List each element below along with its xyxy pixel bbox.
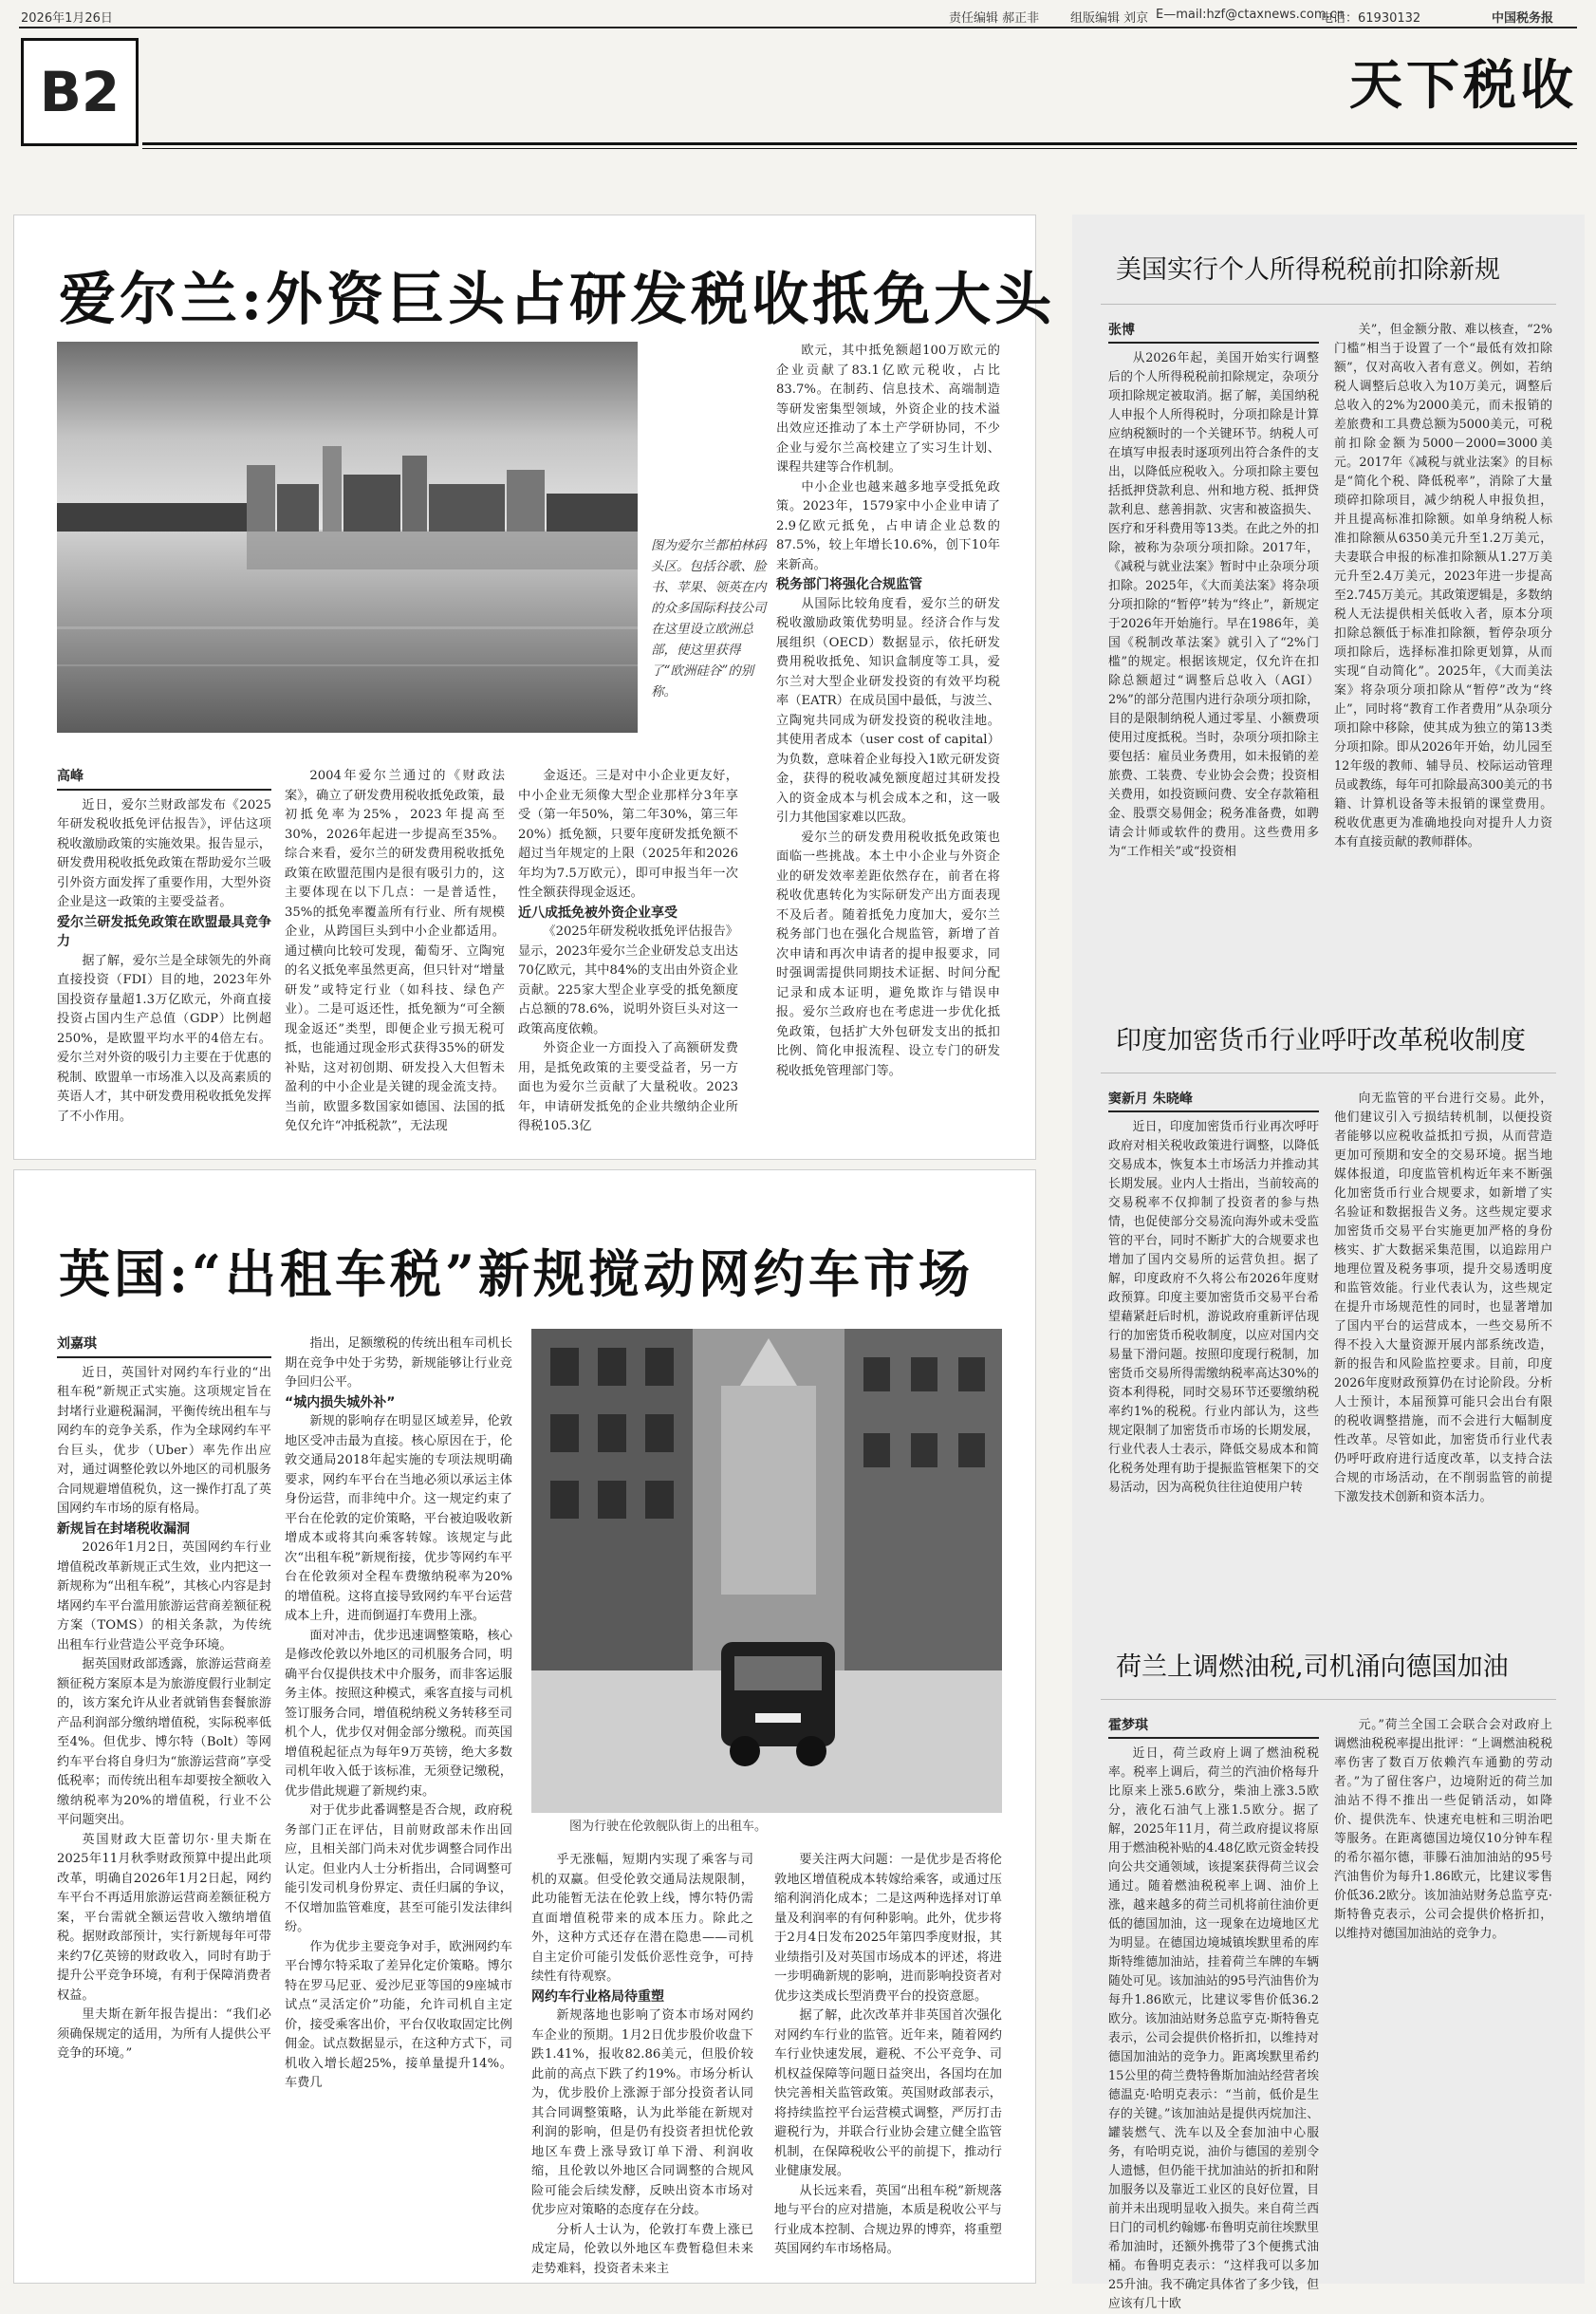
uk-subhead-2: “城内损失城外补” — [285, 1394, 396, 1410]
india-byline: 窦新月 朱晓峰 — [1108, 1090, 1319, 1112]
uk-para-16: 从长远来看，英国“出租车税”新规落地与平台的应对措施，本质是税收公平与行业成本控制、合规边界的博弈，将重塑英国网约车市场格局。 — [774, 2183, 1002, 2256]
layout-editor-credit: 组版编辑 刘京 — [1070, 11, 1149, 26]
ireland-para-6: 外资企业一方面投入了高额研发费用，是抵免政策的主要受益者，另一方面也为爱尔兰贡献了大量税收。2023年，申请研发抵免的企业共缴纳企业所得税105.3亿 — [518, 1041, 738, 1133]
uk-para-2: 2026年1月2日，英国网约车行业增值税改革新规正式生效，业内把这一新规称为“出租车税”，其核心内容是封堵网约车平台滥用旅游运营商差额征税方案（TOMS）的相关条款，为传统出租车行业营造公平竞争环境。 — [57, 1540, 271, 1652]
netherlands-col-1 — [1108, 1716, 1319, 2311]
uk-byline: 刘嘉琪 — [57, 1334, 271, 1358]
uk-headline: 英国:“出租车税”新规搅动网约车市场 — [59, 1243, 974, 1304]
ireland-para-5: 《2025年研发税收抵免评估报告》显示，2023年爱尔兰企业研发总支出达70亿欧元，其中84%的支出由外资企业贡献。225家大型企业享受的抵免额度占总额的78.6%，说明外资巨头对这一政策高度依赖。 — [518, 924, 738, 1036]
contact-email: E—mail:hzf@ctaxnews.com.cn — [1156, 8, 1345, 22]
ireland-para-2: 据了解，爱尔兰是全球领先的外商直接投资（FDI）目的地，2023年外国投资存量超1.3万亿欧元，外商直接投资占国内生产总值（GDP）比例超250%，是欧盟平均水平的4倍左右。爱尔兰对外资的吸引力主要在于优惠的税制、欧盟单一市场准入以及高素质的英语人才，其中研发费用税收抵免发挥了不小作用。 — [57, 953, 271, 1124]
ireland-para-1: 近日，爱尔兰财政部发布《2025年研发税收抵免评估报告》，评估这项税收激励政策的实施效果。报告显示，研发费用税收抵免政策在帮助爱尔兰吸引外资方面发挥了重要作用，大型外资企业是这一政策的主要受益者。 — [57, 797, 271, 909]
uk-para-10: 作为优步主要竞争对手，欧洲网约车平台博尔特采取了差异化定价策略。博尔特在罗马尼亚、爱沙尼亚等国的9座城市试点“灵活定价”功能，允许司机自主定价，接受乘客出价，平台仅收取固定比例佣金。试点数据显示，在这种方式下，司机收入增长超25%，接单量提升14%。车费几 — [285, 1939, 512, 2090]
us-col-2 — [1334, 321, 1552, 1000]
us-para-2: 关”，但金额分散、难以核查，“2%门槛”相当于设置了一个“最低有效扣除额”，仅对高收入者有意义。例如，若纳税人调整后总收入为10万美元，调整后总收入的2%为2000美元，而未报销的差旅费和工具费总额为5000美元，可税前扣除金额为5000－2000=3000美元。2017年《减税与就业法案》的目标是“简化个税、降低税率”，消除了大量琐碎扣除项目，减少纳税人申报负担，并且提高标准扣除额。如单身纳税人标准扣除额从6350美元升至1.2万美元，夫妻联合申报的标准扣除额从1.27万美元升至2.4万美元，2023年进一步提高至2.745万美元。其政策逻辑是，多数纳税人无法提供相关低收入者，原本分项扣除总额低于标准扣除额，暂停杂项分项扣除后，选择标准扣除更划算，从而实现“自动简化”。2025年，《大而美法案》将杂项分项扣除从“暂停”改为“终止”，同时将“教育工作者费用”从杂项分项扣除中移除，使其成为独立的第13类分项扣除。即从2026年开始，幼儿园至12年级的教师、辅导员、校际运动管理员或教练，每年可扣除最高300美元的书籍、计算机设备等未报销的课堂费用。税收优惠更为准确地投向对提升人力资本有直接贡献的教师群体。 — [1334, 323, 1552, 849]
ireland-photo-caption: 图为爱尔兰都柏林码头区。包括谷歌、脸书、苹果、领英在内的众多国际科技公司在这里设立欧洲总部，使这里获得了“欧洲硅谷”的别称。 — [651, 538, 767, 700]
ireland-para-4: 金返还。三是对中小企业更友好，中小企业无须像大型企业那样分3年享受（第一年50%，第二年30%，第三年20%）抵免额，只要年度研发抵免额不超过当年规定的上限（2025年和2026年均为7.5万欧元），即可申报当年一次性全额获得现金返还。 — [518, 769, 738, 900]
uk-para-7: 新规的影响存在明显区域差异，伦敦地区受冲击最为直接。核心原因在于，伦敦交通局2018年起实施的专项法规明确要求，网约车平台在当地必须以承运主体身份运营，而非纯中介。这一规定约束了平台在伦敦的定价策略，平台被迫吸收新增成本或将其向乘客转嫁。该规定与此次“出租车税”新规衔接，优步等网约车平台在伦敦须对全程车费缴纳税率为20%的增值税。这将直接导致网约车平台运营成本上升，进而倒逼打车费用上涨。 — [285, 1414, 512, 1623]
uk-para-9: 对于优步此番调整是否合规，政府税务部门正在评估，目前财政部未作出回应，且相关部门尚未对优步调整合同作出认定。但业内人士分析指出，合同调整可能引发司机身份界定、责任归属的争议，不仅增加监管难度，甚至可能引发法律纠纷。 — [285, 1803, 512, 1934]
ireland-para-10: 爱尔兰的研发费用税收抵免政策也面临一些挑战。本土中小企业与外资企业的研发效率差距依然存在，前者在将税收优惠转化为实际研发产出方面表现不及后者。随着抵免力度加大，爱尔兰税务部门也在强化合规监管，新增了首次申请和再次申请者的提申报要求，同时强调需提供同期技术证据、时间分配记录和成本证明，避免欺诈与错误申报。爱尔兰政府也在考虑进一步优化抵免政策，包括扩大外包研发支出的抵扣比例、简化申报流程、设立专门的研发税收抵免管理部门等。 — [776, 830, 1000, 1078]
uk-para-13: 分析人士认为，伦敦打车费上涨已成定局，伦敦以外地区车费暂稳但未来走势难料，投资者未来主 — [531, 2222, 753, 2276]
ireland-photo — [57, 342, 638, 733]
contact-phone: 电话：61930132 — [1321, 11, 1421, 26]
uk-para-1: 近日，英国针对网约车行业的“出租车税”新规正式实施。这项规定旨在封堵行业避税漏洞，平衡传统出租车与网约车的竞争关系，作为全球网约车平台巨头，优步（Uber）率先作出应对，通过调整伦敦以外地区的司机服务合同规避增值税负，这一操作打乱了英国网约车市场的原有格局。 — [57, 1365, 271, 1516]
section-title: 天下税收 — [1349, 54, 1577, 117]
uk-para-4: 英国财政大臣蕾切尔·里夫斯在2025年11月秋季财政预算中提出此项改革，明确自2026年1月2日起，网约车平台不再适用旅游运营商差额征税方案，平台需就全额运营收入缴纳增值税。据财政部预计，实行新规每年可带来约7亿英镑的财政收入，同时有助于提升公平竞争环境，有利于保障消费者权益。 — [57, 1832, 271, 2003]
ireland-byline: 高峰 — [57, 767, 271, 791]
us-para-1: 从2026年起，美国开始实行调整后的个人所得税税前扣除规定，杂项分项扣除规定被取消。据了解，美国纳税人申报个人所得税时，分项扣除是计算应纳税额时的一个关键环节。纳税人可在填写申报表时逐项列出符合条件的支出，以降低应税收入。分项扣除主要包括抵押贷款利息、州和地方税、抵押贷款利息、慈善捐款、灾害和被盗损失、医疗和牙科费用等13类。在此之外的扣除，被称为杂项分项扣除。2017年，《减税与就业法案》暂时中止杂项分项扣除。2025年，《大而美法案》将杂项分项扣除的“暂停”转为“终止”，新规定于2026年开始施行。早在1986年，美国《税制改革法案》就引入了“2%门槛”的规定。根据该规定，仅允许在扣除总额超过“调整后总收入（AGI）2%”的部分范围内进行杂项分项扣除，目的是限制纳税人通过零星、小额费项使用过度抵税。当时，杂项分项扣除主要包括：雇员业务费用，如未报销的差旅费、工装费、专业协会会费；投资相关费用，如投资顾问费、安全存款箱租金、股票交易佣金；税务准备费，如聘请会计师或软件的费用。这些费用多为“工作相关”或“投资相 — [1108, 351, 1319, 859]
netherlands-headline: 荷兰上调燃油税,司机涌向德国加油 — [1116, 1652, 1509, 1682]
uk-photo-caption: 图为行驶在伦敦舰队街上的出租车。 — [569, 1819, 768, 1834]
ireland-para-8: 中小企业也越来越多地享受抵免政策。2023年，1579家中小企业申请了2.9亿欧元抵免，占申请企业总数的87.5%，较上年增长10.6%，创下10年来新高。 — [776, 479, 1000, 572]
netherlands-col-2 — [1334, 1716, 1552, 2270]
uk-para-8: 面对冲击，优步迅速调整策略，核心是修改伦敦以外地区的司机服务合同，明确平台仅提供技术中介服务，而非客运服务主体。按照这种模式，乘客直接与司机签订服务合同，增值税纳税义务转移至司机个人，优步仅对佣金部分缴税。而英国增值税起征点为每年9万英镑，绝大多数司机年收入低于该标准，无须登记缴税，优步借此规避了新规约束。 — [285, 1628, 512, 1799]
ireland-subhead-1: 爱尔兰研发抵免政策在欧盟最具竞争力 — [57, 914, 271, 949]
us-headline-rule — [1101, 304, 1556, 305]
ireland-headline: 爱尔兰:外资巨头占研发税收抵免大头 — [59, 267, 1056, 333]
uk-para-3: 据英国财政部透露，旅游运营商差额征税方案原本是为旅游度假行业制定的，该方案允许从业者就销售套餐旅游产品利润部分缴纳增值税，实际税率低至4%。但优步、博尔特（Bolt）等网约车平台将自身归为“旅游运营商”享受低税率；而传统出租车却要按全额收入缴纳税率为20%的增值税，行业不公平问题突出。 — [57, 1657, 271, 1827]
uk-subhead-3: 网约车行业格局待重塑 — [531, 1988, 664, 2005]
uk-col-2 — [285, 1334, 512, 2269]
ireland-para-3: 2004年爱尔兰通过的《财政法案》，确立了研发费用税收抵免政策，最初抵免率为25%，2023年提高至30%，2026年起进一步提高至35%。综合来看，爱尔兰的研发费用税收抵免政策在欧盟范围内是很有吸引力的，这主要体现在以下几点：一是普适性，35%的抵免率覆盖所有行业、所有规模企业，从跨国巨头到中小企业都适用。通过横向比较可发现，葡萄牙、立陶宛的名义抵免率虽然更高，但只针对“增量研发”或特定行业（如科技、绿色产业）。二是可返还性，抵免额为“可全额现金返还”类型，即便企业亏损无税可抵，也能通过现金形式获得35%的研发补贴，这对初创期、研发投入大但暂未盈利的中小企业是关键的现金流支持。当前，欧盟多数国家如德国、法国的抵免仅允许“冲抵税款”，无法现 — [285, 769, 505, 1133]
london-street-taxi-image — [531, 1329, 1002, 1813]
uk-para-11: 乎无涨幅，短期内实现了乘客与司机的双赢。但受伦敦交通局法规限制，此功能暂无法在伦敦上线，博尔特仍需直面增值税带来的成本压力。除此之外，这种方式还存在潜在隐患——司机自主定价可能引发低价恶性竞争，可持续性有待观察。 — [531, 1853, 753, 1984]
ireland-subhead-3: 税务部门将强化合规监管 — [776, 577, 922, 592]
netherlands-para-1: 近日，荷兰政府上调了燃油税税率。税率上调后，荷兰的汽油价格每升比原来上涨5.6欧分，柴油上涨3.5欧分，液化石油气上涨1.5欧分。据了解，2025年11月，荷兰政府提议将原用于燃油税补贴的4.48亿欧元资金转投向公共交通领域，该提案获得荷兰议会通过。随着燃油税税率上调、油价上涨，越来越多的荷兰司机将前往油价更低的德国加油，这一现象在边境地区尤为明显。在德国边境城镇埃默里希的库斯特维德加油站，挂着荷兰车牌的车辆随处可见。该加油站的95号汽油售价为每升1.86欧元，比建议零售价低36.2欧分。该加油站财务总监亨克·斯特鲁克表示，公司会提供价格折扣，以维持对德国加油站的竞争力。距离埃默里希约15公里的荷兰费特鲁斯加油站经营者埃德温克·哈明克表示：“当前，低价是生存的关键。”该加油站是提供丙烷加注、罐装燃气、洗车以及全套加油中心服务，有哈明克说，油价与德国的差别令人遗憾，但仍能干扰加油站的折扣和附加服务以及靠近工业区的良好位置，目前并未出现明显收入损失。来自荷兰西日门的司机约翰娜·布鲁明克前往埃默里希加油时，还额外携带了3个便携式油桶。布鲁明克表示：“这样我可以多加25升油。我不确定具体省了多少钱，但应该有几十欧 — [1108, 1746, 1319, 2311]
uk-col-1 — [57, 1334, 271, 2269]
india-headline: 印度加密货币行业呼吁改革税收制度 — [1116, 1026, 1526, 1055]
dublin-docklands-image — [57, 342, 638, 733]
india-para-2: 向无监管的平台进行交易。此外，他们建议引入亏损结转机制，以便投资者能够以应税收益抵扣亏损，从而营造更加可预期和安全的交易环境。据当地媒体报道，印度监管机构近年来不断强化加密货币行业合规要求，如新增了实名验证和数据报告义务。这些规定要求加密货币交易平台实施更加严格的身份核实、扩大数据采集范围，以追踪用户地理位置及税务事项，提升交易透明度和监管效能。行业代表认为，这些规定在提升市场规范性的同时，也显著增加了国内平台的运营成本，一些交易所不得不投入大量资源开展内部系统改造，新的报告和风险监控要求。目前，印度2026年度财政预算仍在讨论阶段。分析人士预计，本届预算可能只会出台有限的税收调整措施，而不会进行大幅制度性改革。尽管如此，加密货币行业代表仍呼吁政府进行适度改革，以支持合法合规的市场活动，在不削弱监管的前提下激发技术创新和资本活力。 — [1334, 1092, 1552, 1504]
ireland-para-7: 欧元，其中抵免额超100万欧元的企业贡献了83.1亿欧元税收，占比83.7%。在制药、信息技术、高端制造等研发密集型领域，外资企业的技术溢出效应还推动了本土产学研协同，不少企业与爱尔兰高校建立了实习生计划、课程共建等合作机制。 — [776, 344, 1000, 475]
uk-para-14: 要关注两大问题：一是优步是否将伦敦地区增值税成本转嫁给乘客，或通过压缩利润消化成本；二是这两种选择对订单量及利润率的有何种影响。此外，优步将于2月4日发布2025年第四季度财报，其业绩指引及对英国市场成本的评述，将进一步明确新规的影响，进而影响投资者对优步这类成长型消费平台的投资意愿。 — [774, 1853, 1002, 2004]
ireland-col-1 — [57, 767, 271, 1147]
india-col-2 — [1334, 1090, 1552, 1621]
uk-col-3 — [531, 1851, 753, 2276]
section-rule-thin — [142, 148, 1577, 149]
india-col-1 — [1108, 1090, 1319, 1621]
ireland-col-4 — [776, 342, 1000, 1148]
issue-date: 2026年1月26日 — [21, 11, 113, 26]
netherlands-para-2: 元。”荷兰全国工会联合会对政府上调燃油税税率提出批评：“上调燃油税税率伤害了数百万依赖汽车通勤的劳动者。”为了留住客户，边境附近的荷兰加油站不得不推出一些促销活动，如降价、提供洗车、快速充电桩和三明治吧等服务。在距离德国边境仅10分钟车程的希尔福尔德，菲滕石油加油站的95号汽油售价为每升1.86欧元，比建议零售价低36.2欧分。该加油站财务总监亨克·斯特鲁克表示，公司会提供价格折扣，以维持对德国加油站的竞争力。 — [1334, 1718, 1552, 1941]
section-rule — [142, 142, 1577, 145]
india-para-1: 近日，印度加密货币行业再次呼吁政府对相关税收政策进行调整，以降低交易成本，恢复本土市场活力并推动其长期发展。业内人士指出，当前较高的交易税率不仅抑制了投资者的参与热情，也促使部分交易流向海外或未受监管的平台，同时不断扩大的合规要求也增加了国内交易所的运营负担。据了解，印度政府不久将公布2026年度财政预算。印度主要加密货币交易平台希望藉紧赶后时机，游说政府重新评估现行的加密货币税收制度，以应对国内交易量下滑问题。按照印度现行税制，加密货币交易所得需缴纳税率高达30%的资本利得税，同时交易环节还要缴纳税率约1%的税税。行业内部认为，这些规定限制了加密货币市场的长期发展，行业代表人士表示，降低交易成本和简化税务处理有助于提振监管框架下的交易活动，因为高税负往往迫使用户转 — [1108, 1120, 1319, 1495]
uk-subhead-1: 新规旨在封堵税收漏洞 — [57, 1521, 190, 1537]
us-byline: 张博 — [1108, 321, 1319, 344]
page-number: B2 — [21, 38, 139, 146]
netherlands-headline-rule — [1101, 1699, 1556, 1700]
uk-photo — [531, 1329, 1002, 1813]
uk-para-6: 指出，足额缴税的传统出租车司机长期在竞争中处于劣势，新规能够让行业竞争回归公平。 — [285, 1336, 512, 1390]
ireland-col-3 — [518, 767, 738, 1147]
uk-para-12: 新规落地也影响了资本市场对网约车企业的预期。1月2日优步股价收盘下跌1.41%，报收82.86美元，但股价较此前的高点下跌了约19%。市场分析认为，优步股价上涨源于部分投资者认同其合同调整策略，认为此举能在新规对利润的影响，但是仍有投资者担忧伦敦地区车费上涨导致订单下滑、利润收缩，且伦敦以外地区合同调整的合规风险可能会后续发酵，反映出资本市场对优步应对策略的态度存在分歧。 — [531, 2008, 753, 2217]
netherlands-byline: 霍梦琪 — [1108, 1716, 1319, 1739]
newspaper-name: 中国税务报 — [1492, 11, 1554, 26]
masthead-rule — [19, 27, 1577, 28]
uk-para-5: 里夫斯在新年报告提出：“我们必须确保规定的适用，为所有人提供公平竞争的环境。” — [57, 2007, 271, 2061]
editor-credit: 责任编辑 郝正非 — [949, 11, 1040, 26]
us-headline: 美国实行个人所得税税前扣除新规 — [1116, 255, 1500, 285]
ireland-subhead-2: 近八成抵免被外资企业享受 — [518, 905, 677, 921]
ireland-col-2 — [285, 767, 505, 1147]
us-col-1 — [1108, 321, 1319, 1000]
uk-col-4 — [774, 1851, 1002, 2268]
uk-para-15: 据了解，此次改革并非英国首次强化对网约车行业的监管。近年来，随着网约车行业快速发展，避税、不公平竞争、司机权益保障等问题日益突出，各国均在加快完善相关监管政策。英国财政部表示，将持续监控平台运营模式调整，严厉打击避税行为，并联合行业协会建立健全监管机制，在保障税收公平的前提下，推动行业健康发展。 — [774, 2008, 1002, 2178]
ireland-para-9: 从国际比较角度看，爱尔兰的研发税收激励政策优势明显。经济合作与发展组织（OECD）数据显示，依托研发费用税收抵免、知识盒制度等工具，爱尔兰对大型企业研发投资的有效平均税率（EATR）在成员国中最低，与波兰、立陶宛共同成为研发投资的税收洼地。其使用者成本（user cost of capital）为负数，意味着企业每投入1欧元研发资金，获得的税收减免额度超过其研发投入的资金成本与机会成本之和，这一吸引力其他国家难以匹敌。 — [776, 596, 1000, 825]
